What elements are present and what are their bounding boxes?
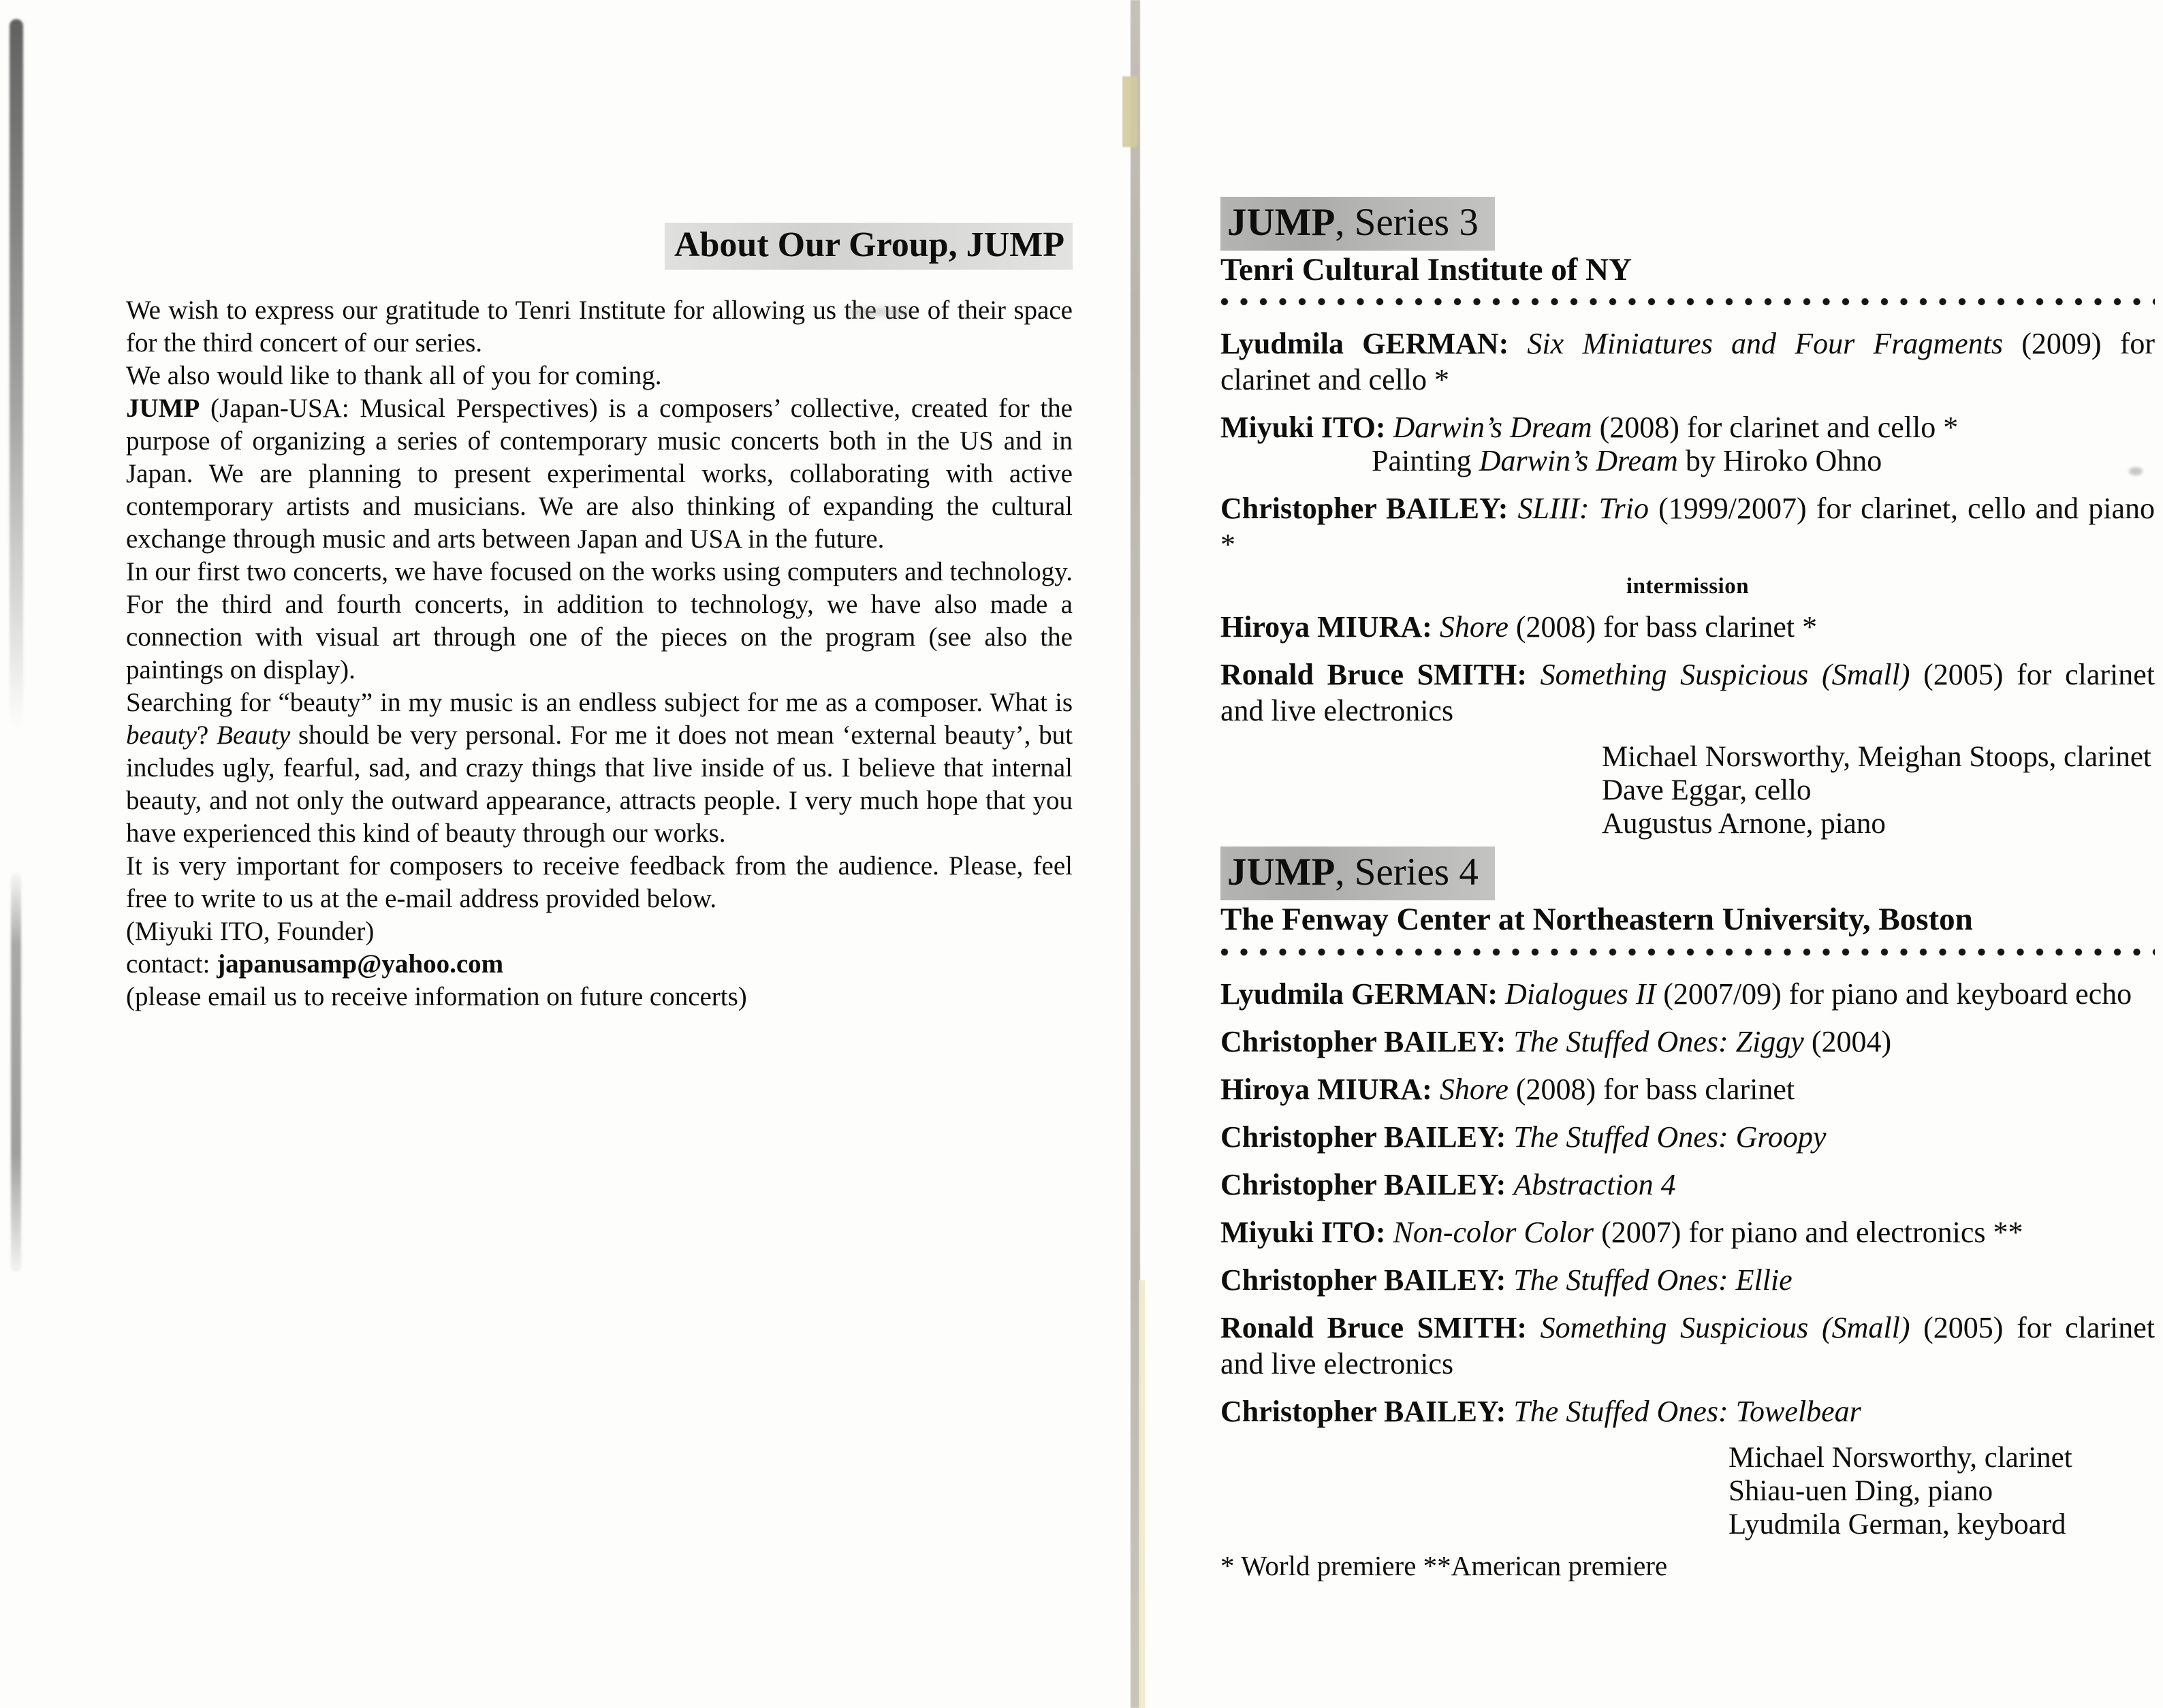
contact-line xyxy=(126,948,1073,981)
scan-mark xyxy=(2129,467,2143,475)
work-title: Dialogues II xyxy=(1505,977,1656,1011)
paragraph-about-jump xyxy=(126,392,1073,556)
program-entry xyxy=(1220,1214,2155,1250)
contact-label: contact: xyxy=(126,949,217,979)
beauty-text-1: Searching for “beauty” in my music is an endless subject for me as a composer. What is xyxy=(126,687,1073,717)
premiere-footnote: * World premiere **American premiere xyxy=(1220,1549,1668,1581)
work-title: Darwin’s Dream xyxy=(1393,411,1592,445)
left-page xyxy=(126,225,1073,1013)
beauty-italic-1: beauty xyxy=(126,720,197,750)
performer-line: Dave Eggar, cello xyxy=(1602,774,1812,807)
entry-details: (2008) for bass clarinet xyxy=(1508,1072,1795,1106)
work-title: The Stuffed Ones: Towelbear xyxy=(1513,1394,1861,1428)
paragraph-thanks-2: We also would like to thank all of you for coming. xyxy=(126,360,662,390)
series3-venue: Tenri Cultural Institute of NY xyxy=(1220,251,1632,287)
program-entry xyxy=(1220,609,2155,645)
paragraph-about-jump-text: (Japan-USA: Musical Perspectives) is a composers’ collective, created for the purpose of organizing a series of contemporary music concerts both in the US and in Japan. We are planning to present experimental works, collaborating with active contemporary artists and musicians. We are also thinking of expanding the cultural exchange through music and arts between Japan and USA in the future. xyxy=(126,393,1073,554)
page-title-highlight: About Our Group, JUMP xyxy=(665,223,1073,270)
series4-label: , Series 4 xyxy=(1335,851,1479,894)
entry-details: (2008) for clarinet and cello * xyxy=(1592,411,1959,445)
composer-name: Christopher BAILEY: xyxy=(1220,1024,1514,1058)
program-entry xyxy=(1220,1024,2155,1060)
painting-credit-post: by Hiroko Ohno xyxy=(1677,444,1882,478)
composer-name: Ronald Bruce SMITH: xyxy=(1220,658,1541,692)
jump-acronym: JUMP xyxy=(126,393,200,423)
composer-name: Christopher BAILEY: xyxy=(1220,1394,1514,1428)
composer-name: Hiroya MIURA: xyxy=(1220,1072,1440,1106)
paragraph-thanks-1: We wish to express our gratitude to Tenri Institute for allowing us the use of their space for the third concert of our series. xyxy=(126,295,1073,358)
composer-name: Christopher BAILEY: xyxy=(1220,1263,1514,1297)
series3-heading-highlight xyxy=(1220,197,1495,251)
scan-edge-shadow-bottom xyxy=(11,873,21,1271)
performer-line: Augustus Arnone, piano xyxy=(1602,808,1886,840)
entry-details: (2007) for piano and electronics ** xyxy=(1594,1215,2023,1249)
entry-details: (2007/09) for piano and keyboard echo xyxy=(1656,977,2132,1011)
work-title: The Stuffed Ones: Groopy xyxy=(1513,1120,1827,1154)
performer-line: Lyudmila German, keyboard xyxy=(1728,1508,2066,1540)
program-entry xyxy=(1220,1393,2155,1429)
work-title: Something Suspicious (Small) xyxy=(1540,1310,1910,1344)
gutter-cream-highlight xyxy=(1139,1280,1145,1708)
scan-smudge xyxy=(850,308,909,316)
beauty-text-2: ? xyxy=(196,720,217,750)
composer-name: Christopher BAILEY: xyxy=(1220,492,1518,526)
series3-heading xyxy=(1220,202,2155,244)
series3-performers xyxy=(1602,740,2155,840)
performer-line: Michael Norsworthy, clarinet xyxy=(1728,1441,2072,1474)
work-title: Something Suspicious (Small) xyxy=(1540,658,1910,692)
series3-label: , Series 3 xyxy=(1335,201,1479,244)
series4-heading-highlight xyxy=(1220,847,1495,900)
work-title: The Stuffed Ones: Ziggy xyxy=(1513,1024,1804,1058)
contact-email: japanusamp@yahoo.com xyxy=(217,949,504,979)
program-entry xyxy=(1220,409,2155,445)
painting-title: Darwin’s Dream xyxy=(1479,444,1678,478)
intermission-label: intermission xyxy=(1626,574,1750,599)
paragraph-beauty xyxy=(126,686,1073,850)
contact-note: (please email us to receive information on future concerts) xyxy=(126,981,747,1011)
composer-name: Christopher BAILEY: xyxy=(1220,1167,1514,1201)
paragraph-feedback: It is very important for composers to receive feedback from the audience. Please, feel free to write to us at the e-mail address provided below. xyxy=(126,851,1073,913)
dotted-divider xyxy=(1220,947,2155,957)
beauty-text-3: should be very personal. For me it does not mean ‘external beauty’, but includes ugly, fearful, sad, and crazy things that live inside of us. I believe that internal beauty, and not only the outward appearance, attracts people. I very much hope that you have experienced this kind of beauty through our works. xyxy=(126,720,1073,848)
painting-credit xyxy=(1220,443,2155,479)
performer-line: Shiau-uen Ding, piano xyxy=(1728,1474,1993,1507)
painting-credit-pre: Painting xyxy=(1372,444,1479,478)
beauty-italic-2: Beauty xyxy=(217,720,291,750)
work-title: Shore xyxy=(1439,1072,1509,1106)
composer-name: Ronald Bruce SMITH: xyxy=(1220,1310,1541,1344)
program-entry xyxy=(1220,657,2155,729)
program-entry xyxy=(1220,490,2155,563)
entry-details: (2005) for clarinet and live electronics xyxy=(1220,658,2155,728)
entry-details: (2004) xyxy=(1803,1024,1892,1058)
program-entry xyxy=(1220,976,2155,1012)
composer-name: Lyudmila GERMAN: xyxy=(1220,977,1506,1011)
work-title: The Stuffed Ones: Ellie xyxy=(1513,1263,1793,1297)
composer-name: Lyudmila GERMAN: xyxy=(1220,327,1528,361)
program-entry xyxy=(1220,1167,2155,1203)
work-title: Shore xyxy=(1439,610,1509,644)
dotted-divider xyxy=(1220,297,2155,306)
program-entry xyxy=(1220,1071,2155,1107)
program-entry xyxy=(1220,1119,2155,1155)
page-title xyxy=(126,225,1073,266)
series3-jump: JUMP xyxy=(1227,201,1336,244)
founder-signature: (Miyuki ITO, Founder) xyxy=(126,916,375,946)
work-title: Non-color Color xyxy=(1393,1215,1594,1249)
work-title: Abstraction 4 xyxy=(1513,1167,1676,1201)
paragraph-concert-history: In our first two concerts, we have focused on the works using computers and technology. For the third and fourth concerts, in addition to technology, we have also made a connection with visual art through one of the pieces on the program (see also the paintings on display). xyxy=(126,556,1073,684)
series4-venue: The Fenway Center at Northeastern University, Boston xyxy=(1220,902,1973,938)
performer-line: Michael Norsworthy, Meighan Stoops, clarinet xyxy=(1602,741,2151,774)
series4-section xyxy=(1220,851,2155,1581)
work-title: SLIII: Trio xyxy=(1517,492,1649,526)
series4-heading xyxy=(1220,851,2155,894)
entry-details: (2005) for clarinet and live electronics xyxy=(1220,1310,2155,1380)
scan-edge-shadow-top xyxy=(10,19,23,727)
right-page xyxy=(1220,202,2155,1582)
composer-name: Miyuki ITO: xyxy=(1220,1215,1393,1249)
composer-name: Christopher BAILEY: xyxy=(1220,1120,1514,1154)
entry-details: (1999/2007) for clarinet, cello and piano * xyxy=(1220,492,2155,562)
series4-performers xyxy=(1728,1441,2155,1541)
gutter-tape-fragment xyxy=(1122,76,1137,147)
composer-name: Hiroya MIURA: xyxy=(1220,610,1440,644)
work-title: Six Miniatures and Four Fragments xyxy=(1527,327,2004,361)
series4-jump: JUMP xyxy=(1227,851,1336,894)
program-entry xyxy=(1220,1310,2155,1382)
program-entry xyxy=(1220,1262,2155,1298)
program-entry xyxy=(1220,326,2155,398)
composer-name: Miyuki ITO: xyxy=(1220,411,1393,445)
entry-details: (2008) for bass clarinet * xyxy=(1508,610,1818,644)
entry-details: (2009) for clarinet and cello * xyxy=(1220,327,2156,397)
